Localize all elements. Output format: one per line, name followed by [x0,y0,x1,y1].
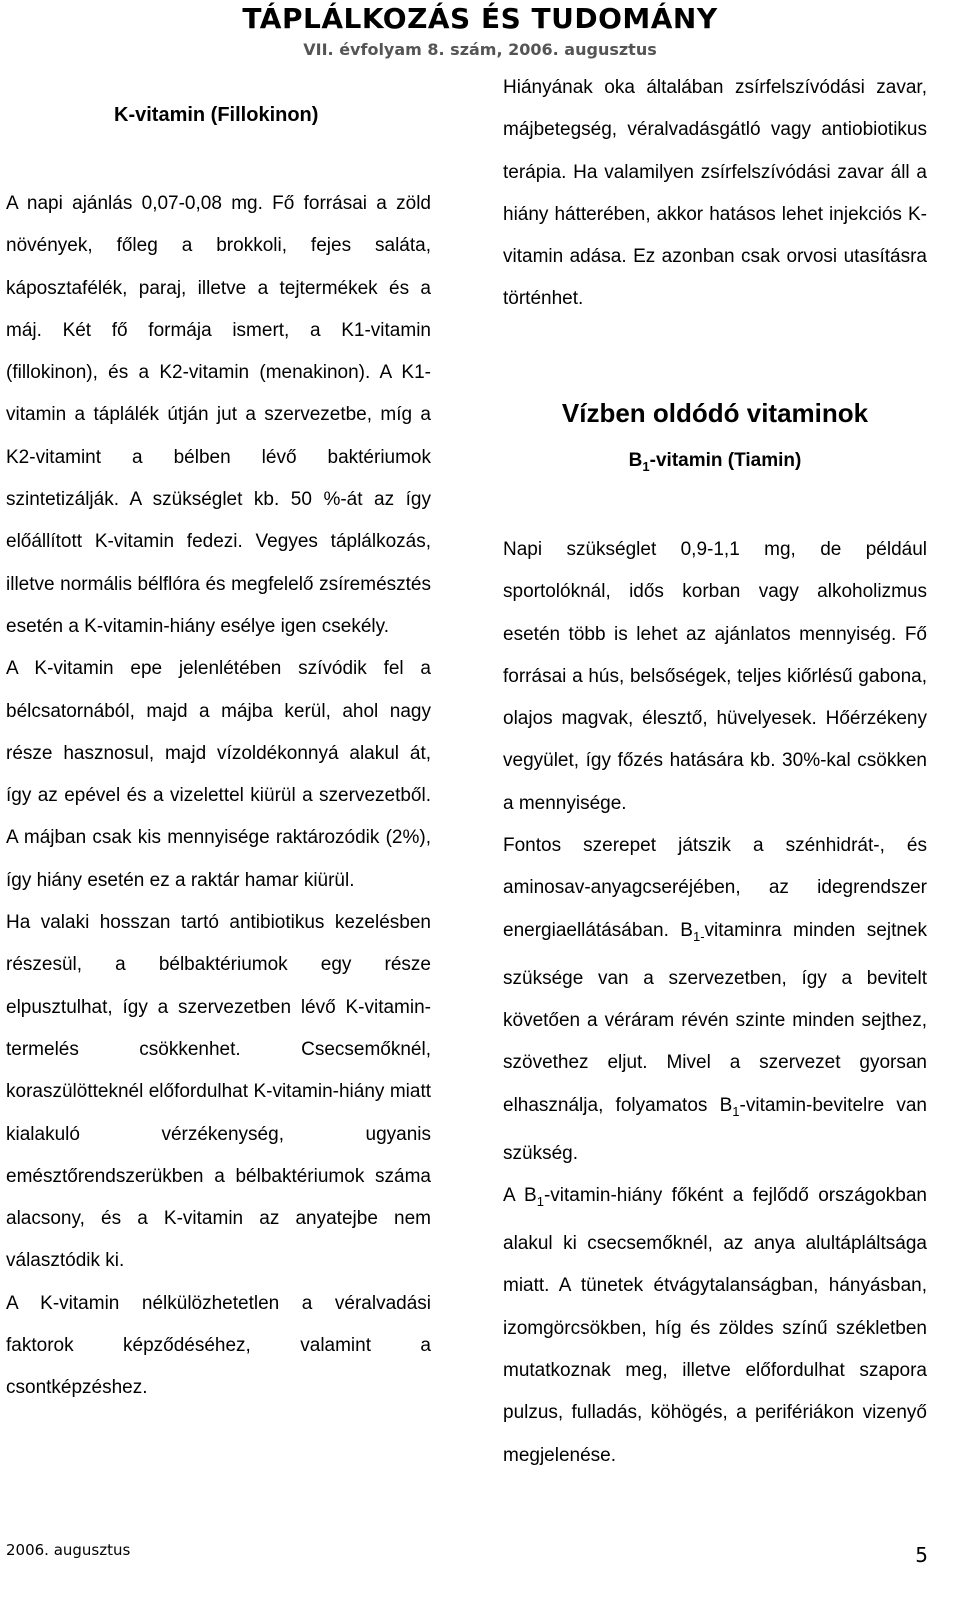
paragraph: Hiányának oka általában zsírfelszívódási zavar, májbetegség, véralvadásgátló vagy antiobiotikus terápia. Ha valamilyen zsírfelszívódási zavar áll a hiány hátterében, akkor hatásos lehet injekciós K-vitamin adása. Ez azonban csak orvosi utasításra történhet. [503,77,927,310]
paragraph [503,1175,927,1477]
subscript: 1 [536,1193,544,1209]
paragraph: Ha valaki hosszan tartó antibiotikus kezelésben részesül, a bélbaktériumok egy része elpusztulhat, így a szervezetben lévő K-vitamin-termelés csökkenhet. Csecsemőknél, koraszülötteknél előfordulhat K-vitamin-hiány miatt kialakuló vérzékenység, ugyanis emésztőrendszerükben a bélbaktériumok száma alacsony, és a K-vitamin az anyatejbe nem választódik ki. [6,912,431,1272]
subheading-prefix: B [628,450,643,471]
section-heading-water-soluble: Vízben oldódó vitaminok [561,398,869,428]
journal-title: TÁPLÁLKOZÁS ÉS TUDOMÁNY [242,2,718,35]
text: -vitamin-bevitelre van szükség. [503,1094,927,1164]
subscript: 1 [732,1103,740,1119]
left-column-body [6,183,431,1410]
subscript: 1- [692,928,705,944]
page-number: 5 [915,1543,928,1567]
paragraph: A K-vitamin nélkülözhetetlen a véralvadási faktorok képződéséhez, valamint a csontképzéshez. [6,1292,431,1399]
paragraph: A napi ajánlás 0,07-0,08 mg. Fő forrásai a zöld növények, főleg a brokkoli, fejes saláta, káposztafélék, paraj, illetve a tejtermékek és a máj. Két fő formája ismert, a K1-vitamin (fillokinon), és a K2-vitamin (menakinon). A K1-vitamin a táplálék útján jut a szervezetbe, míg a K2-vitamint a bélben lévő baktériumok szintetizálják. A szükséglet kb. 50 %-át az így előállított K-vitamin fedezi. Vegyes táplálkozás, illetve normális bélflóra és megfelelő zsíremésztés esetén a K-vitamin-hiány esélye igen csekély. [6,193,431,637]
subheading-suffix: -vitamin (Tiamin) [649,450,802,471]
text: -vitamin-hiány főként a fejlődő országokban alakul ki csecsemőknél, az anya alultápláltsága miatt. A tünetek étvágytalanságban, hányásban, izomgörcsökben, híg és zöldes színű székletben mutatkoznak meg, illetve előfordulhat szapora pulzus, fulladás, köhögés, a perifériákon vizenyő megjelenése. [503,1185,927,1466]
text: A B [503,1185,537,1207]
text: vitaminra minden sejtnek szüksége van a szervezetben, így a bevitelt követően a véráram révén szinte minden sejthez, szövethez eljut. Mivel a szervezet gyorsan elhasználja, folyamatos B [503,919,927,1116]
issue-info: VII. évfolyam 8. szám, 2006. augusztus [303,40,657,59]
right-column-body [503,529,927,1477]
text: Fontos szerepet játszik a szénhidrát-, és aminosav-anyagcseréjében, az idegrendszer energiaellátásában. B [503,835,927,941]
paragraph: Napi szükséglet 0,9-1,1 mg, de például sportolóknál, idős korban vagy alkoholizmus esetén több is lehet az ajánlatos mennyiség. Fő forrásai a hús, belsőségek, teljes kiőrlésű gabona, olajos magvak, élesztő, hüvelyesek. Hőérzékeny vegyület, így főzés hatására kb. 30%-kal csökken a mennyisége. [503,539,927,814]
right-column-top [503,67,927,321]
footer-date: 2006. augusztus [6,1541,131,1559]
section-heading-k-vitamin: K-vitamin (Fillokinon) [114,104,319,126]
paragraph [503,825,927,1175]
subheading-b1-vitamin [503,450,927,474]
subscript: 1 [642,458,650,474]
paragraph: A K-vitamin epe jelenlétében szívódik fel a bélcsatornából, majd a májba kerül, ahol nagy része hasznosul, majd vízoldékonnyá alakul át, így az epével és a vizelettel kiürül a szervezetből. A májban csak kis mennyisége raktározódik (2%), így hiány esetén ez a raktár hamar kiürül. [6,658,431,891]
